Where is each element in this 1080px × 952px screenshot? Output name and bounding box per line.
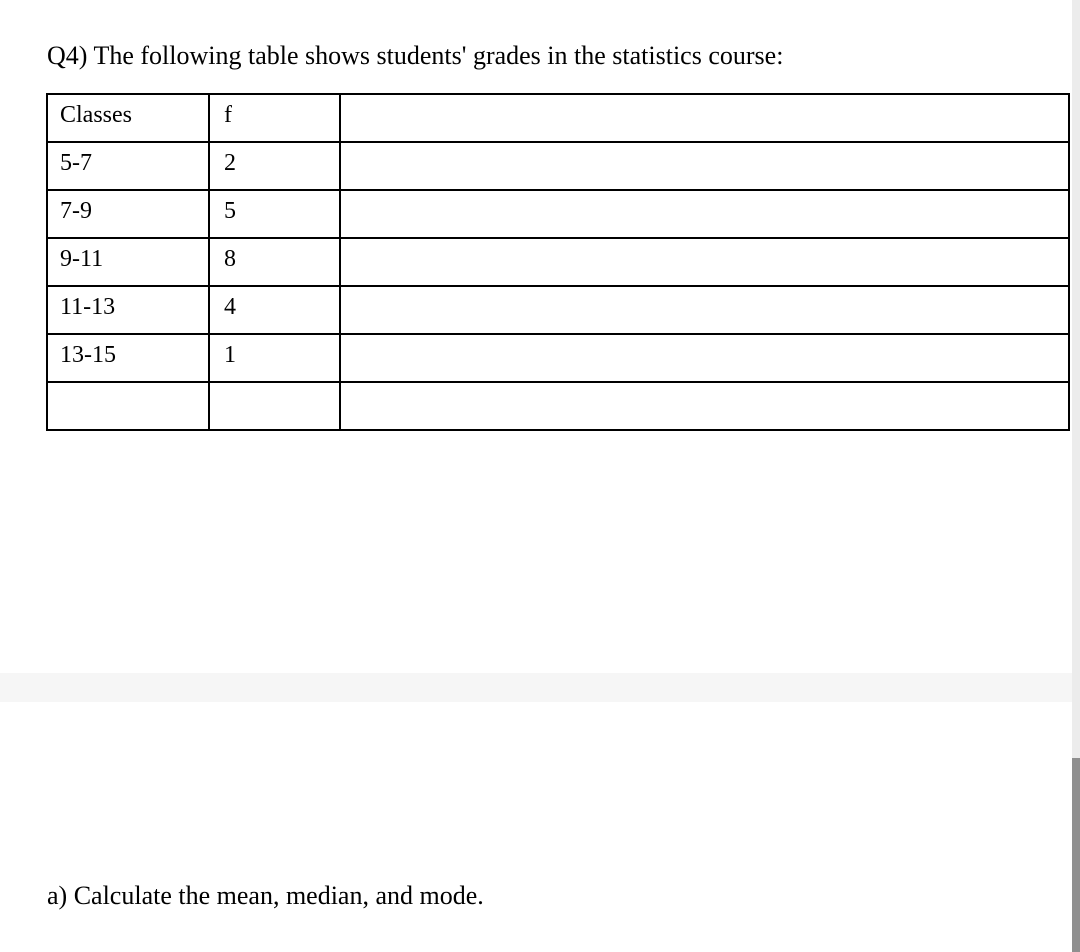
table-row [47,238,1069,286]
blank-cell [340,190,1069,238]
blank-cell [340,286,1069,334]
frequency-cell [209,382,340,430]
frequency-cell: 4 [209,286,340,334]
question-title: Q4) The following table shows students' grades in the statistics course: [47,41,784,70]
blank-cell [340,238,1069,286]
class-cell: 11-13 [47,286,209,334]
class-cell: 5-7 [47,142,209,190]
header-frequency: f [209,94,340,142]
table-row [47,142,1069,190]
grades-table [46,93,1070,431]
blank-cell [340,382,1069,430]
class-cell: 7-9 [47,190,209,238]
part-a-question: a) Calculate the mean, median, and mode. [47,881,484,910]
frequency-cell: 1 [209,334,340,382]
blank-cell [340,334,1069,382]
blank-cell [340,142,1069,190]
table-row [47,334,1069,382]
class-cell: 9-11 [47,238,209,286]
section-divider-band [0,673,1080,702]
class-cell [47,382,209,430]
frequency-cell: 8 [209,238,340,286]
table-header-row [47,94,1069,142]
scrollbar-thumb[interactable] [1072,758,1080,952]
frequency-cell: 5 [209,190,340,238]
header-blank [340,94,1069,142]
frequency-cell: 2 [209,142,340,190]
header-classes: Classes [47,94,209,142]
table-row [47,190,1069,238]
table-row-empty [47,382,1069,430]
class-cell: 13-15 [47,334,209,382]
table-row [47,286,1069,334]
